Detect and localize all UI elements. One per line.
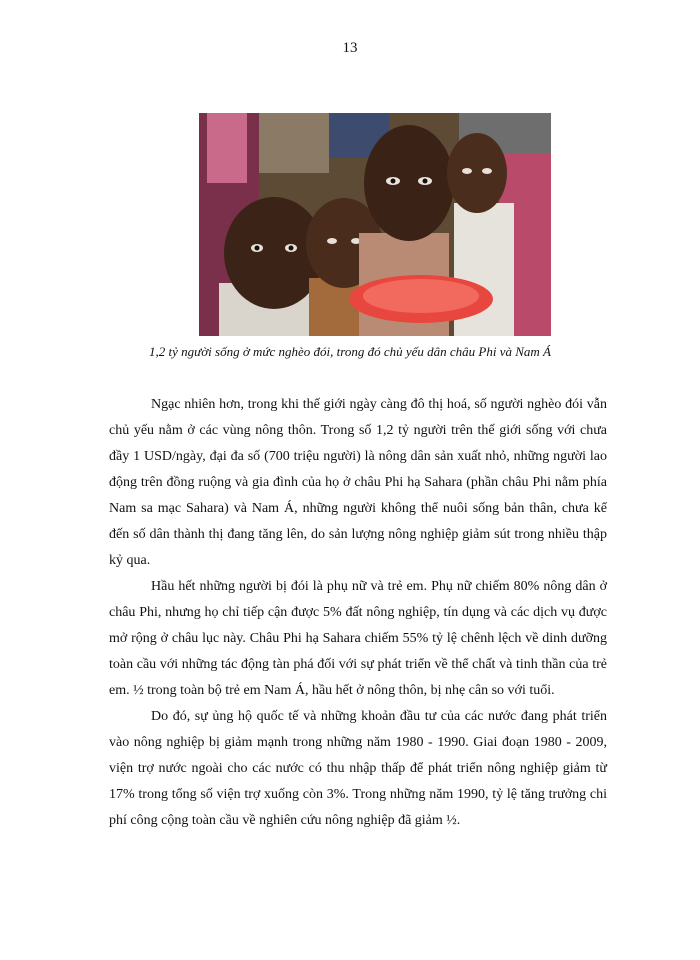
figure-caption: 1,2 tỷ người sống ở mức nghèo đói, trong đó chủ yếu dân châu Phi và Nam Á bbox=[149, 344, 551, 359]
photo-children-with-plate bbox=[199, 113, 551, 336]
paragraph: Hầu hết những người bị đói là phụ nữ và trẻ em. Phụ nữ chiếm 80% nông dân ở châu Phi, nhưng họ chỉ tiếp cận được 5% đất nông nghiệp, tín dụng và các dịch vụ được mở rộng ở châu lục này. Châu Phi hạ Sahara chiếm 55% tỷ lệ chênh lệch về dinh dưỡng toàn cầu với những tác động tàn phá đối với sự phát triển về thể chất và tinh thần của trẻ em. ½ trong toàn bộ trẻ em Nam Á, hầu hết ở nông thôn, bị nhẹ cân so với tuổi. bbox=[109, 579, 607, 698]
paragraph: Do đó, sự ủng hộ quốc tế và những khoản đầu tư của các nước đang phát triển vào nông nghiệp bị giảm mạnh trong những năm 1980 - 1990. Giai đoạn 1980 - 2009, viện trợ nước ngoài cho các nước có thu nhập thấp để phát triển nông nghiệp giảm từ 17% trong tổng số viện trợ xuống còn 3%. Trong những năm 1990, tỷ lệ tăng trưởng chi phí công cộng toàn cầu về nghiên cứu nông nghiệp đã giảm ½. bbox=[109, 709, 607, 828]
photo-illustration bbox=[199, 113, 551, 336]
page-number: 13 bbox=[342, 40, 358, 56]
paragraph: Ngạc nhiên hơn, trong khi thế giới ngày càng đô thị hoá, số người nghèo đói vẫn chủ yếu nằm ở các vùng nông thôn. Trong số 1,2 tỷ người trên thế giới sống với chưa đầy 1 USD/ngày, đại đa số (700 triệu người) là nông dân sản xuất nhỏ, những người lao động trên đồng ruộng và gia đình của họ ở châu Phi hạ Sahara (phần châu Phi nằm phía Nam sa mạc Sahara) và Nam Á, những người không thể nuôi sống bản thân, chưa kể đến số dân thành thị đang tăng lên, do sản lượng nông nghiệp giảm sút trong nhiều thập kỷ qua. bbox=[109, 397, 607, 568]
body-text bbox=[109, 392, 607, 834]
